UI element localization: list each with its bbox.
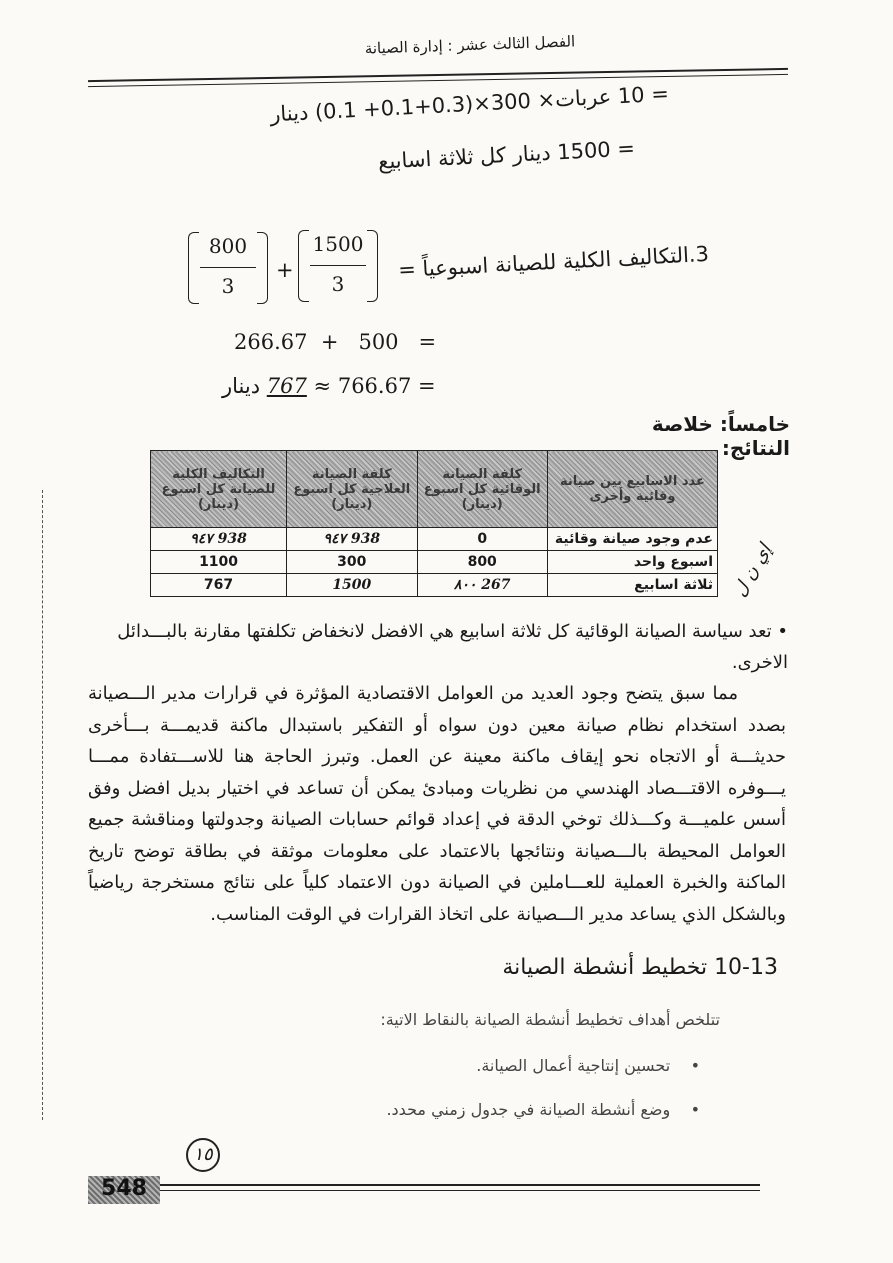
calc-line-1-rhs: 300×(0.3+0.1+ 0.1) دينار — [269, 88, 532, 127]
table-cell: 938 ٩٤٧ — [151, 528, 287, 551]
calc-step-3 — [222, 374, 436, 398]
table-cell: 0 — [417, 528, 547, 551]
footer-rule — [160, 1184, 760, 1186]
calc-step-2: 266.67 + 500 = — [234, 330, 437, 354]
fraction-numerator: 1500 — [312, 232, 364, 256]
handwritten-rounded-value: 767 — [266, 374, 307, 398]
fraction-denominator: 3 — [221, 274, 235, 298]
plus-sign: + — [276, 258, 294, 282]
list-item-text: وضع أنشطة الصيانة في جدول زمني محدد. — [386, 1100, 671, 1119]
bullet-icon: • — [690, 1100, 700, 1119]
conclusion-paragraph: مما سبق يتضح وجود العديد من العوامل الاقتصادية المؤثرة في قرارات مدير الـــصيانة بصدد استخدام نظام صيانة معين دون سواه أو التفكير باستبدال ماكنة قديمـــة بـــأخرى حديثـــة أو الاتجاه نحو إيقاف ماكنة معينة عن العمل. وتبرز الحاجة هنا للاســـتفادة ممـــا يـــوفره الاقتـــصاد الهندسي من نظريات ومبادئ يمكن أن تساعد في اختيار بديل افضل وفق أسس علميـــة وكـــذلك توخي الدقة في إعداد قوائم حسابات الصيانة وجدولتها ومناقشة جميع العوامل المحيطة بالـــصيانة ونتائجها بالاعتماد على معلومات موثقة في بطاقة توضح تاريخ الماكنة والخبرة العملية للعـــاملين في الصيانة دون الاعتماد كلياً على نتائج مستخرجة رياضياً وبالشكل الذي يساعد مدير الـــصيانة على اتخاذ القرارات في الوقت المناسب. — [88, 683, 786, 925]
results-table — [150, 450, 718, 597]
table-cell: 267 ٨٠٠ — [417, 574, 547, 597]
total-cost-label: 3.التكاليف الكلية للصيانة اسبوعياً = — [397, 241, 710, 283]
handwritten-circled-mark: ١٥ — [186, 1138, 220, 1172]
table-row — [151, 574, 718, 597]
table-row — [151, 551, 718, 574]
handwritten-margin-note: إي ن ل — [729, 540, 776, 601]
page-number: 548 — [88, 1176, 160, 1204]
table-cell: 938 ٩٤٧ — [287, 528, 417, 551]
chapter-header: الفصل الثالث عشر : إدارة الصيانة — [364, 32, 576, 58]
bullet-icon: • — [690, 1056, 700, 1075]
table-cell: 1100 — [151, 551, 287, 574]
table-cell: 300 — [287, 551, 417, 574]
calc-line-2: = 1500 دينار كل ثلاثة اسابيع — [377, 136, 636, 174]
footer-rule-thin — [160, 1190, 760, 1191]
table-header-corrective-cost: كلفة الصيانة العلاجية كل اسبوع (دينار) — [287, 451, 417, 528]
section-heading: 10-13 تخطيط أنشطة الصيانة — [502, 955, 778, 980]
calc-step-3-unit: دينار — [222, 374, 261, 398]
list-item — [330, 1100, 700, 1119]
list-item-text: تحسين إنتاجية أعمال الصيانة. — [476, 1056, 671, 1075]
fraction-numerator: 800 — [208, 234, 248, 258]
fraction-denominator: 3 — [331, 272, 345, 296]
table-cell: 767 — [151, 574, 287, 597]
table-header-total-cost: التكاليف الكلية للصيانة كل اسبوع (دينار) — [151, 451, 287, 528]
calc-step-3-value: = 766.67 ≈ — [313, 374, 436, 398]
margin-line — [42, 490, 43, 1120]
conclusion-bullet: • تعد سياسة الصيانة الوقائية كل ثلاثة اسابيع هي الافضل لانخفاض تكلفتها مقارنة بالبـــدائل الاخرى. — [117, 621, 788, 673]
table-cell: 800 — [417, 551, 547, 574]
table-row — [151, 528, 718, 551]
table-header-preventive-cost: كلفة الصيانة الوقائية كل اسبوع (دينار) — [417, 451, 547, 528]
summary-title: خامساً: خلاصة النتائج: — [651, 412, 790, 460]
table-cell: ثلاثة اسابيع — [547, 574, 717, 597]
calc-line-1-lhs: = 10 عربات× — [536, 81, 670, 113]
table-cell: اسبوع واحد — [547, 551, 717, 574]
table-cell: عدم وجود صيانة وقائية — [547, 528, 717, 551]
section-intro: تتلخص أهداف تخطيط أنشطة الصيانة بالنقاط الاتية: — [380, 1010, 720, 1029]
fraction-1500-over-3 — [298, 230, 378, 300]
fraction-800-over-3 — [188, 232, 268, 302]
table-header-weeks: عدد الاسابيع بين صيانة وقائية وأخرى — [547, 451, 717, 528]
calc-line-1 — [270, 82, 670, 127]
table-cell: 1500 — [287, 574, 417, 597]
table-header-row — [151, 451, 718, 528]
list-item — [380, 1056, 700, 1075]
